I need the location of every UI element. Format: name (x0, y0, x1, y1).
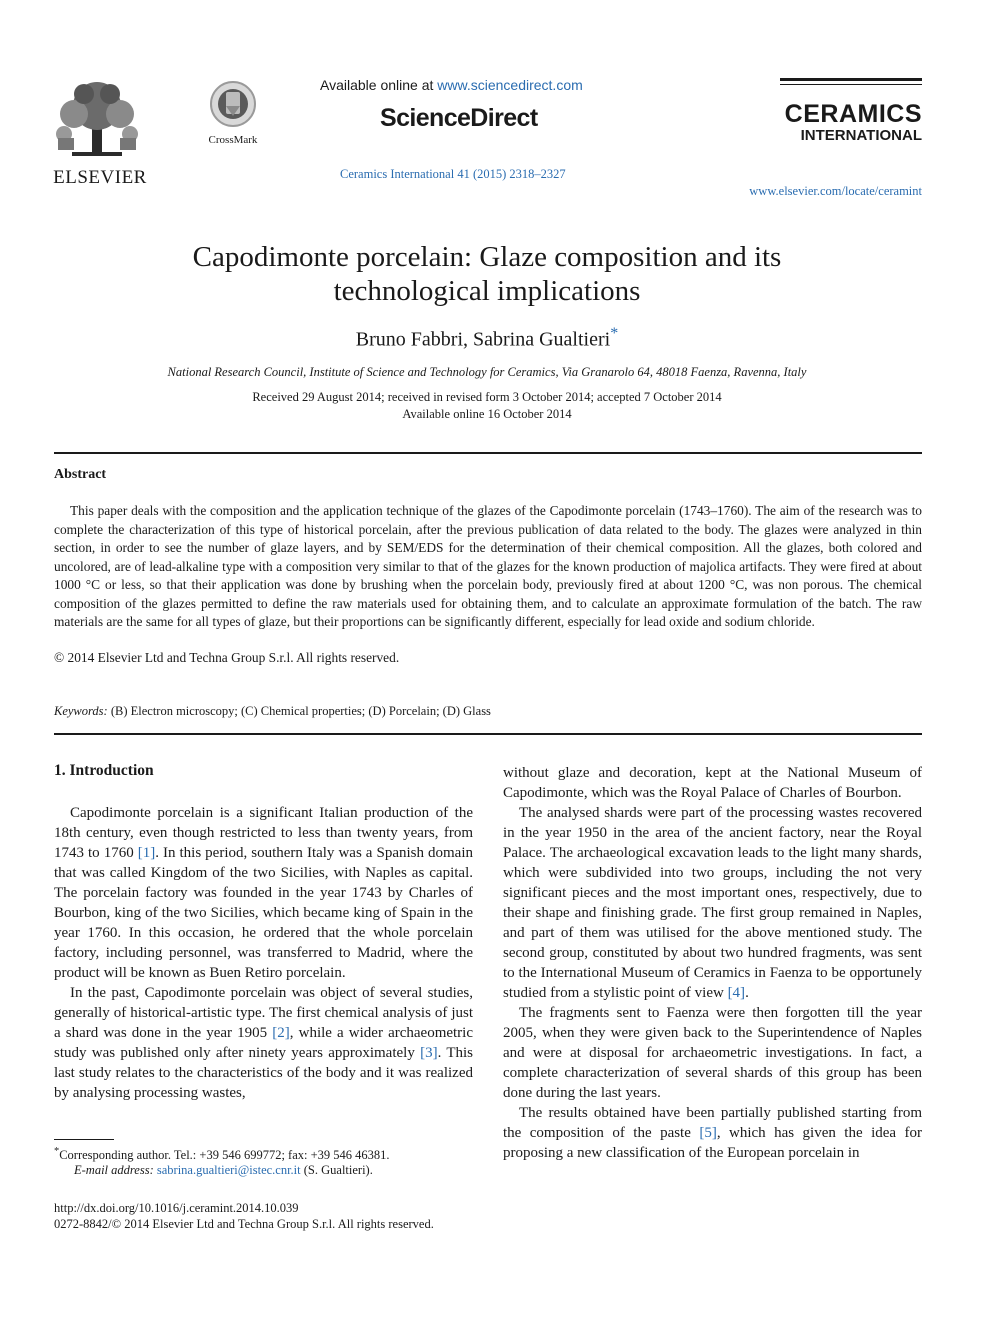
paragraph: without glaze and decoration, kept at the National Museum of Capodimonte, which was the Royal Palace of Charles of Bourbon. (503, 765, 922, 801)
journal-logo-line1: CERAMICS (784, 100, 922, 128)
email-label: E-mail address: (74, 1163, 154, 1177)
available-online-prefix: Available online at (320, 77, 438, 93)
text-run: , while a wider archaeometric study was published only after ninety years approximately (54, 1025, 474, 1061)
text-run: . In this period, southern Italy was a Spanish domain that was called Kingdom of the two Sicilies, with Naples as capital. The porcelain factory was founded in the year 1743 by Charles of Bourbon, king of the two Sicilies, which became king of Spain in the year 1760. In this occasion, he ordered that the whole porcelain factory, including personnel, was transferred to Madrid, where the product will be known as Buen Retiro porcelain. (54, 845, 473, 981)
sciencedirect-brand: ScienceDirect (380, 104, 538, 132)
paragraph (503, 1103, 922, 1163)
text-run: , which has given the idea for proposing a new classification of the European porcelain in (503, 1125, 922, 1161)
keywords-text: (B) Electron microscopy; (C) Chemical properties; (D) Porcelain; (D) Glass (107, 704, 491, 718)
publisher-logo-text: ELSEVIER (53, 167, 147, 188)
received-dates: Received 29 August 2014; received in revised form 3 October 2014; accepted 7 October 2014 (252, 390, 722, 404)
paragraph (54, 803, 473, 983)
text-run: In the past, Capodimonte porcelain was object of several studies, generally of historical-artistic type. The first chemical analysis of just a shard was done in the year 1905 (54, 985, 473, 1041)
corresponding-author-mark[interactable]: * (610, 325, 619, 342)
keywords-label: Keywords: (54, 704, 108, 718)
text-run: Capodimonte porcelain is a significant Italian production of the 18th century, even though restricted to less than twenty years, from 1743 to 1760 (54, 805, 473, 861)
author-names: Bruno Fabbri, Sabrina Gualtieri (355, 328, 611, 351)
text-run: . This last study relates to the characteristics of the body and it was realized by analysing processing wastes, (54, 1045, 473, 1101)
footnote-mark: * (54, 1146, 60, 1157)
crossmark-label: CrossMark (208, 134, 258, 146)
citation-link[interactable]: [5] (699, 1125, 717, 1141)
journal-reference-link[interactable]: Ceramics International 41 (2015) 2318–2327 (340, 167, 566, 181)
footnote-email (74, 1163, 373, 1178)
elsevier-tree-icon (52, 78, 142, 160)
sciencedirect-link[interactable]: www.sciencedirect.com (437, 77, 583, 93)
email-suffix: (S. Gualtieri). (300, 1163, 373, 1177)
citation-link[interactable]: [2] (272, 1025, 290, 1041)
journal-logo (780, 78, 922, 145)
authors (0, 325, 974, 352)
journal-logo-rule (780, 78, 922, 81)
elsevier-logo[interactable] (52, 78, 148, 189)
doi-link[interactable]: http://dx.doi.org/10.1016/j.ceramint.2014.10.039 (54, 1201, 299, 1215)
text-run: The results obtained have been partially published starting from the composition of the paste (503, 1105, 922, 1141)
text-run: . (745, 985, 749, 1001)
available-online (320, 77, 583, 93)
crossmark-badge[interactable] (203, 80, 263, 146)
title-line-1: Capodimonte porcelain: Glaze composition and its (192, 241, 782, 273)
footnote-text: Corresponding author. Tel.: +39 546 699772; fax: +39 546 46381. (59, 1148, 390, 1163)
abstract-copyright: © 2014 Elsevier Ltd and Techna Group S.r.l. All rights reserved. (54, 650, 400, 665)
abstract-heading: Abstract (54, 467, 107, 482)
footnote-corresponding (54, 1146, 390, 1163)
journal-logo-rule-thin (780, 84, 922, 85)
journal-url-link[interactable]: www.elsevier.com/locate/ceramint (749, 184, 922, 198)
paragraph (503, 803, 922, 1003)
paragraph: The fragments sent to Faenza were then forgotten till the year 2005, when they were given back to the Superintendence of Naples and were at disposal for archaeometric investigations. In fact, a complete characterization of several shards of this group has been done during the last years. (503, 1005, 922, 1101)
journal-logo-line2: INTERNATIONAL (800, 127, 922, 144)
issn-copyright: 0272-8842/© 2014 Elsevier Ltd and Techna Group S.r.l. All rights reserved. (54, 1217, 434, 1231)
text-run: The analysed shards were part of the processing wastes recovered in the year 1950 in the area of the ancient factory, near the Royal Palace. The archaeological excavation leads to the light many shards, which were subdivided into two groups, including the not very significant pieces and the most important ones, respectively, due to their shape and finishing grade. The first group remained in Naples, and part of them was utilised for the above mentioned study. The second group, constituted by about two hundred fragments, was sent to the International Museum of Ceramics in Faenza to be opportunely studied from a stylistic point of view (503, 805, 922, 1001)
citation-link[interactable]: [4] (727, 985, 746, 1001)
crossmark-icon (209, 80, 257, 128)
section-heading: 1. Introduction (54, 762, 154, 779)
affiliation: National Research Council, Institute of Science and Technology for Ceramics, Via Granarolo 64, 48018 Faenza, Ravenna, Italy (167, 365, 807, 379)
footnote-rule (54, 1139, 114, 1140)
citation-link[interactable]: [3] (420, 1045, 438, 1061)
article-title (0, 240, 974, 308)
citation-link[interactable]: [1] (137, 845, 156, 861)
keywords (54, 704, 491, 719)
email-link[interactable]: sabrina.gualtieri@istec.cnr.it (156, 1163, 301, 1177)
abstract-text: This paper deals with the composition and the application technique of the glazes of the Capodimonte porcelain (1743–1760). The aim of the research was to complete the characterization of this type of historical porcelain, after the previous publication of data related to the body. The glazes were analyzed in thin section, in order to see the number of glaze layers, and by SEM/EDS for the determination of their chemical composition. All the glazes, both colored and uncolored, are of lead-alkaline type with a composition very similar to that of the glazes for the known production of majolica artifacts. They were fired at about 1000 °C or less, so that their application was done by brushing when the porcelain body, previously fired at about 1200 °C, was non porous. The chemical composition of the glazes permitted to define the raw materials used for obtaining them, and to calculate an approximate formulation of the batch. The raw materials are the same for all types of glaze, but their proportions can be significantly different, especially for lead oxide and sodium chloride. (54, 503, 922, 629)
title-line-2: technological implications (333, 275, 641, 307)
divider-body (54, 733, 922, 735)
paragraph (54, 983, 473, 1103)
divider-top (54, 452, 922, 454)
left-column (54, 803, 473, 1103)
available-online-date: Available online 16 October 2014 (402, 407, 572, 421)
right-column (503, 763, 922, 1163)
